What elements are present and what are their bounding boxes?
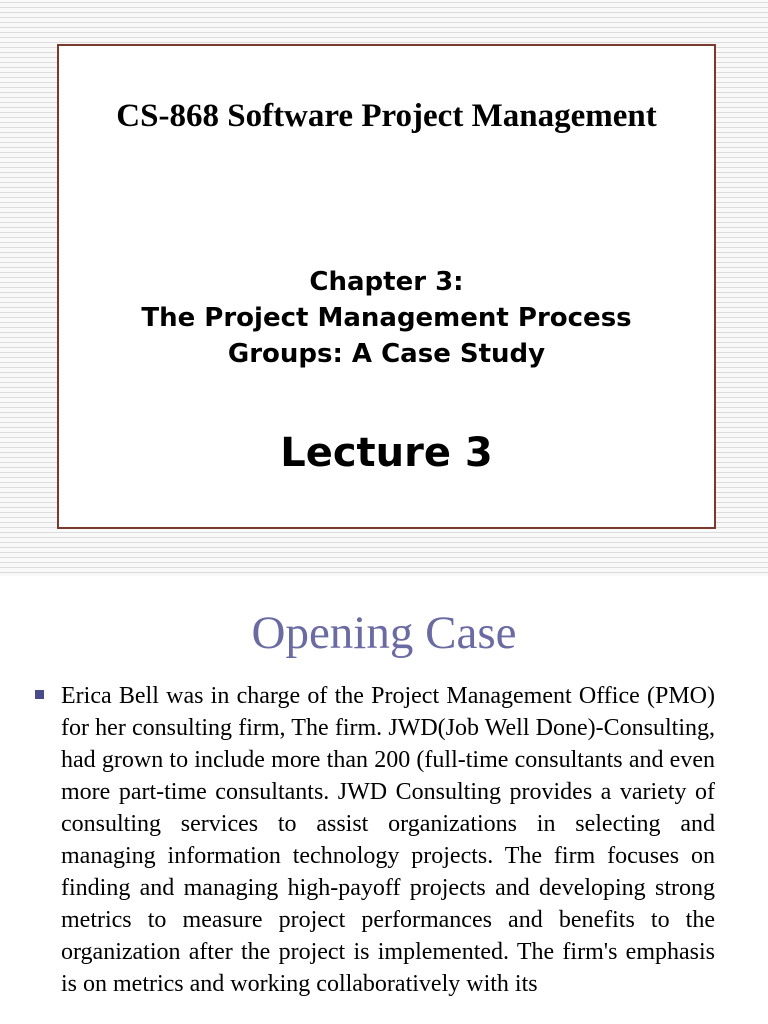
title-box xyxy=(57,44,716,529)
course-title: CS-868 Software Project Management xyxy=(116,98,657,134)
slide-title: Opening Case xyxy=(251,607,517,659)
chapter-line-1: Chapter 3: xyxy=(309,267,464,297)
chapter-heading xyxy=(59,264,714,372)
square-bullet-icon xyxy=(35,690,44,699)
lecture-number: Lecture 3 xyxy=(280,430,493,476)
chapter-line-3: Groups: A Case Study xyxy=(227,339,546,369)
bullet-text: Erica Bell was in charge of the Project Management Office (PMO) for her consulting firm, The firm. JWD(Job Well Done)-Consulting, had grown to include more than 200 (full-time consultants and even more part-time consultants. JWD Consulting provides a variety of consulting services to assist organizations in selecting and managing information technology projects. The firm focuses on finding and managing high-payoff projects and developing strong metrics to measure project performances and benefits to the organization after the project is implemented. The firm's emphasis is on metrics and working collaboratively with its xyxy=(61,683,715,997)
chapter-line-2: The Project Management Process xyxy=(141,303,632,333)
opening-case-slide xyxy=(0,576,768,1024)
